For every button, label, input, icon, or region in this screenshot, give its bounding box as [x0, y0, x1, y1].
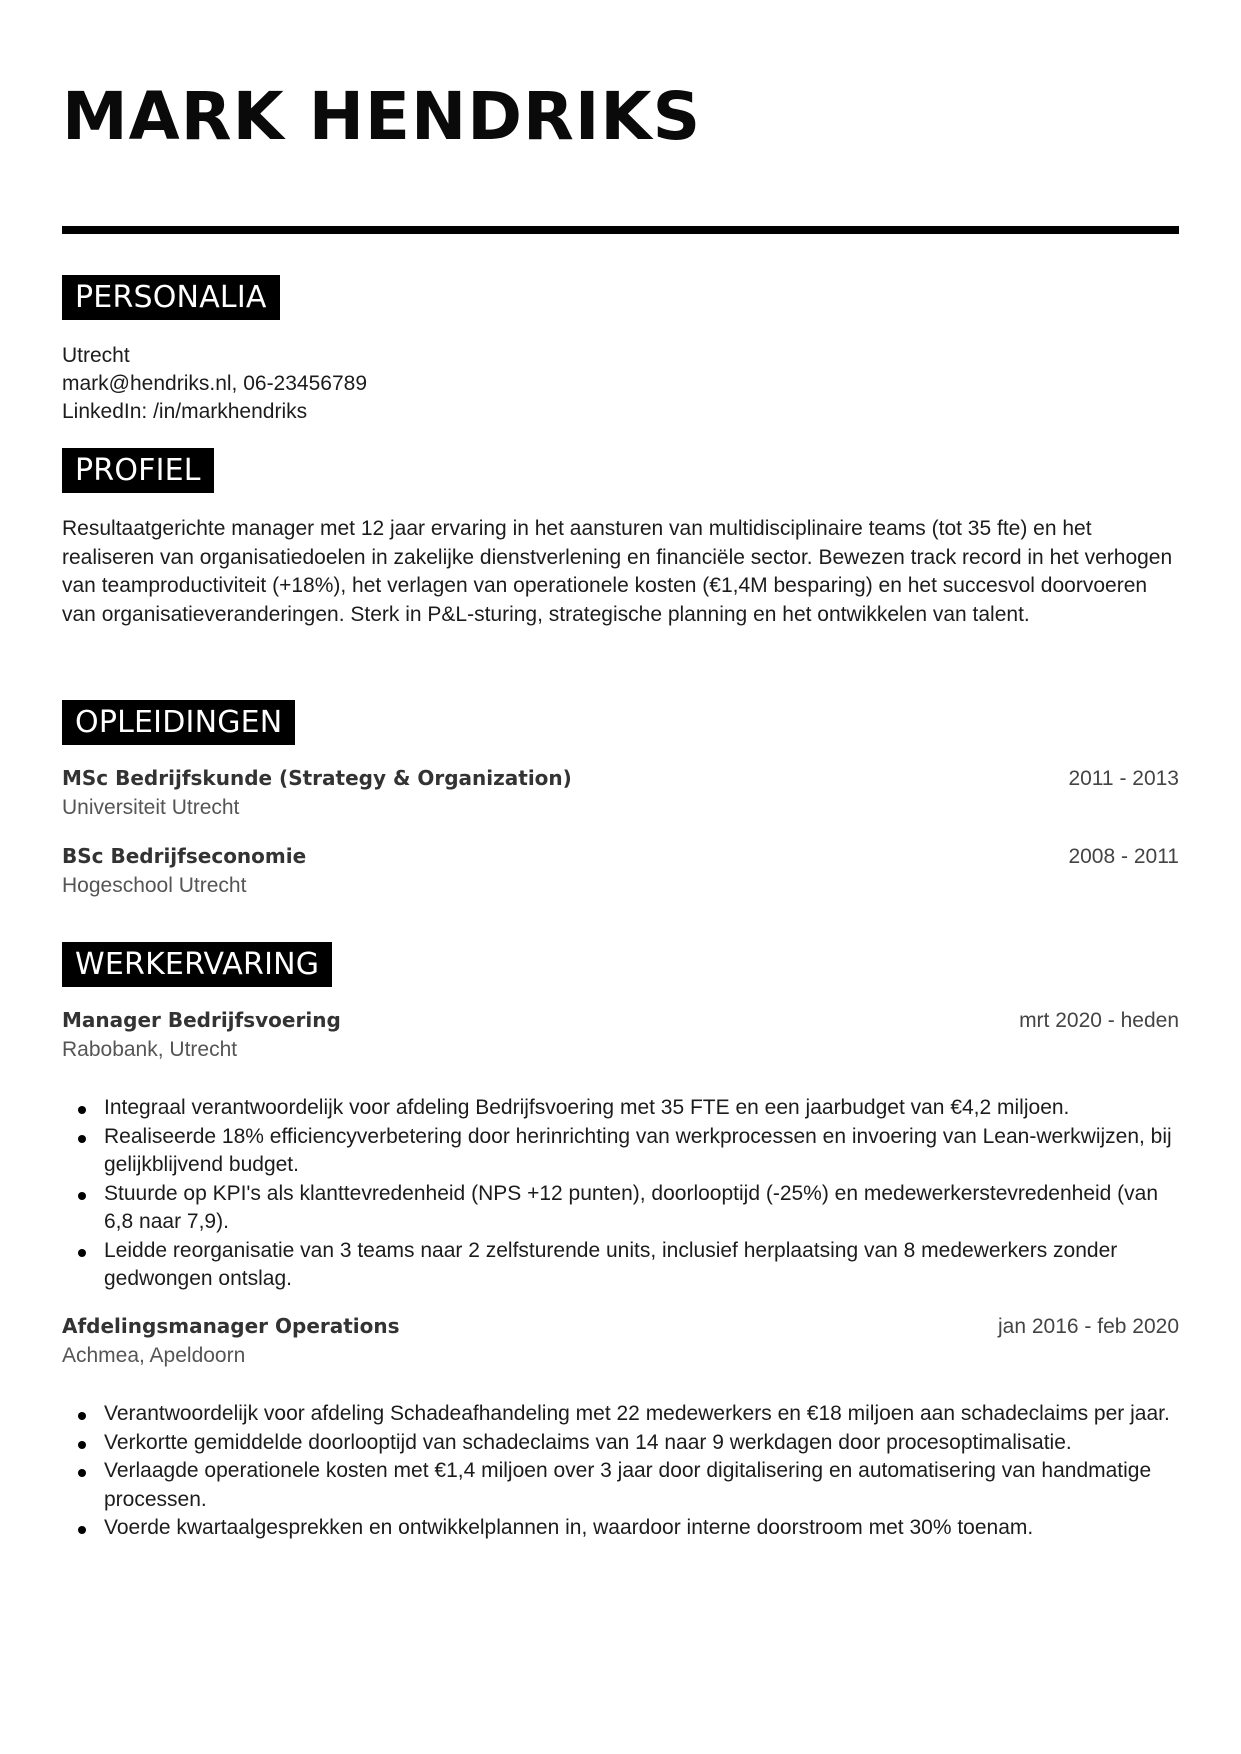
section-title-opleidingen: OPLEIDINGEN [62, 700, 295, 745]
education-period: 2011 - 2013 [1068, 767, 1179, 790]
bullet-icon [78, 1441, 86, 1449]
education-period: 2008 - 2011 [1068, 845, 1179, 868]
bullet-icon [78, 1106, 86, 1114]
personalia-city: Utrecht [62, 344, 130, 367]
bullet-icon [78, 1526, 86, 1534]
bullet-icon [78, 1249, 86, 1257]
personalia-linkedin: LinkedIn: /in/markhendriks [62, 400, 308, 423]
personalia-contact: mark@hendriks.nl, 06-23456789 [62, 372, 367, 395]
job-bullet: Verlaagde operationele kosten met €1,4 miljoen over 3 jaar door digitalisering en automatisering van handmatige processen. [62, 1457, 1179, 1514]
resume-page [62, 0, 1179, 1754]
bullet-icon [78, 1192, 86, 1200]
education-institution: Universiteit Utrecht [62, 796, 240, 819]
profile-summary: Resultaatgerichte manager met 12 jaar ervaring in het aansturen van multidisciplinaire teams (tot 35 fte) en het realiseren van organisatiedoelen in zakelijke dienstverlening en financiële sector. Bewezen track record in het verhogen van teamproductiviteit (+18%), het verlagen van operationele kosten (€1,4M besparing) en het succesvol doorvoeren van organisatieveranderingen. Sterk in P&L-sturing, strategische planning en het ontwikkelen van talent. [62, 517, 1173, 626]
job-role: Manager Bedrijfsvoering [62, 1008, 341, 1032]
job-bullet: Realiseerde 18% efficiencyverbetering door herinrichting van werkprocessen en invoering van Lean-werkwijzen, bij gelijkblijvend budget. [62, 1123, 1179, 1180]
job-period: jan 2016 - feb 2020 [998, 1315, 1179, 1338]
candidate-name: MARK HENDRIKS [62, 78, 702, 155]
education-degree: MSc Bedrijfskunde (Strategy & Organization) [62, 766, 572, 790]
job-bullet: Voerde kwartaalgesprekken en ontwikkelplannen in, waardoor interne doorstroom met 30% toenam. [62, 1514, 1179, 1543]
job-bullet: Integraal verantwoordelijk voor afdeling Bedrijfsvoering met 35 FTE en een jaarbudget van €4,2 miljoen. [62, 1094, 1179, 1123]
job-company: Achmea, Apeldoorn [62, 1344, 246, 1367]
job-company: Rabobank, Utrecht [62, 1038, 238, 1061]
job-bullet: Leidde reorganisatie van 3 teams naar 2 zelfsturende units, inclusief herplaatsing van 8 medewerkers zonder gedwongen ontslag. [62, 1237, 1179, 1294]
section-title-werkervaring: WERKERVARING [62, 942, 332, 987]
header-divider [62, 226, 1179, 234]
education-degree: BSc Bedrijfseconomie [62, 844, 307, 868]
bullet-icon [78, 1469, 86, 1477]
education-item [62, 844, 1179, 900]
job-item [62, 1314, 1179, 1370]
bullet-icon [78, 1412, 86, 1420]
personalia-details [62, 342, 367, 426]
job-bullet: Stuurde op KPI's als klanttevredenheid (NPS +12 punten), doorlooptijd (-25%) en medewerkerstevredenheid (van 6,8 naar 7,9). [62, 1180, 1179, 1237]
job-role: Afdelingsmanager Operations [62, 1314, 400, 1338]
section-title-personalia: PERSONALIA [62, 275, 280, 320]
bullet-icon [78, 1135, 86, 1143]
job-bullets [62, 1400, 1179, 1543]
job-bullet: Verantwoordelijk voor afdeling Schadeafhandeling met 22 medewerkers en €18 miljoen aan schadeclaims per jaar. [62, 1400, 1179, 1429]
job-bullet: Verkortte gemiddelde doorlooptijd van schadeclaims van 14 naar 9 werkdagen door procesoptimalisatie. [62, 1429, 1179, 1458]
section-title-profiel: PROFIEL [62, 448, 214, 493]
job-bullets [62, 1094, 1179, 1294]
education-institution: Hogeschool Utrecht [62, 874, 247, 897]
job-item [62, 1008, 1179, 1064]
job-period: mrt 2020 - heden [1019, 1009, 1179, 1032]
education-item [62, 766, 1179, 822]
